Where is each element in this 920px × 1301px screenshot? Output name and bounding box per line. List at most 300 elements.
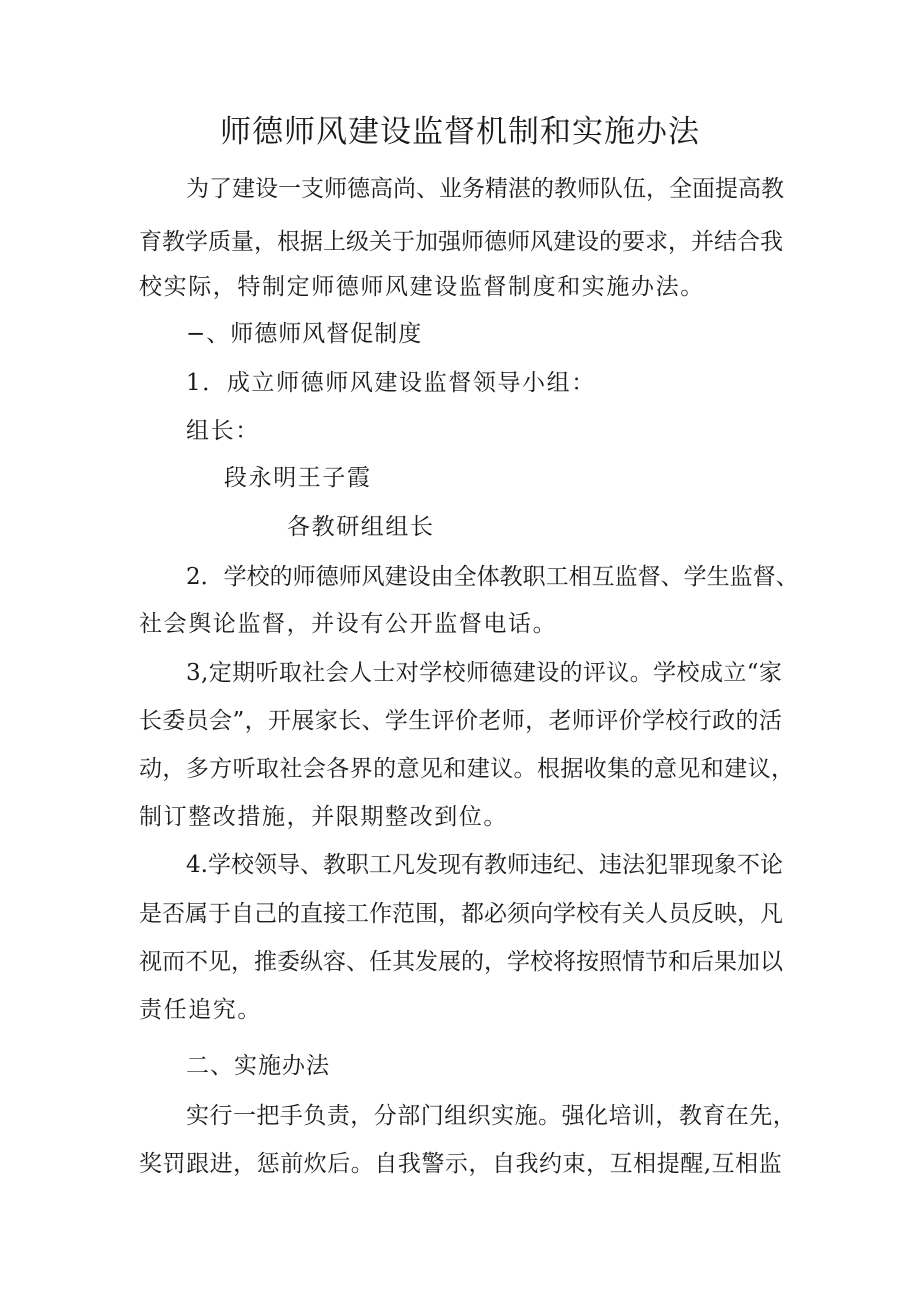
char: 成 xyxy=(699,660,723,686)
char: 社 xyxy=(279,756,303,782)
char: 校 xyxy=(676,660,700,686)
char: 务 xyxy=(462,176,485,202)
char: 学 xyxy=(419,660,443,686)
char: 现 xyxy=(690,852,714,878)
char: 违 xyxy=(598,852,622,878)
char: 设 xyxy=(407,564,431,590)
char: 结 xyxy=(714,229,737,255)
char: 校 xyxy=(665,708,689,734)
char: 质 xyxy=(208,229,231,255)
char: 家 xyxy=(758,660,782,686)
char: 学 xyxy=(507,949,530,975)
char: 建 xyxy=(512,660,536,686)
char: 校 xyxy=(576,901,599,927)
intro-line-2 xyxy=(139,227,782,257)
char: 师 xyxy=(292,564,316,590)
char: ， xyxy=(737,901,760,927)
char: 根 xyxy=(277,229,300,255)
char: 评 xyxy=(582,660,606,686)
char: 师 xyxy=(461,229,484,255)
section1-item4-line-3 xyxy=(139,947,782,977)
char: 强 xyxy=(438,229,461,255)
char: 强 xyxy=(561,1103,585,1129)
char: 论 xyxy=(759,852,783,878)
char: 纪 xyxy=(552,852,576,878)
leaders-names: 段永明王子霞 xyxy=(224,465,372,491)
char: 教 xyxy=(162,229,185,255)
char: 于 xyxy=(208,901,231,927)
char: 为 xyxy=(186,176,209,202)
char: 育 xyxy=(702,1103,726,1129)
section1-heading: −、师德师风督促制度 xyxy=(186,321,423,347)
char: 家 xyxy=(314,708,338,734)
char: ， xyxy=(525,708,549,734)
section1-item4-line-1 xyxy=(186,850,782,880)
char: 据 xyxy=(300,229,323,255)
char: 师 xyxy=(507,229,530,255)
char: 、 xyxy=(361,708,385,734)
char: 加 xyxy=(737,949,760,975)
section2-body-line-2 xyxy=(139,1149,782,1179)
char: 议 xyxy=(606,660,630,686)
char: 向 xyxy=(530,901,553,927)
char: 我 xyxy=(397,1151,421,1177)
char: 自 xyxy=(374,1151,398,1177)
char: 合 xyxy=(737,229,760,255)
char: 于 xyxy=(392,229,415,255)
char: 范 xyxy=(392,901,415,927)
char: 期 xyxy=(232,660,256,686)
char: 面 xyxy=(692,176,715,202)
char: 负 xyxy=(303,1103,327,1129)
char: 照 xyxy=(599,949,622,975)
char: 跟 xyxy=(186,1151,210,1177)
char: 视 xyxy=(139,949,162,975)
char: 。 xyxy=(350,1151,374,1177)
char: 师 xyxy=(324,176,347,202)
char: 相 xyxy=(568,564,592,590)
char: 建 xyxy=(553,229,576,255)
char: ， xyxy=(350,1103,374,1129)
char: 员 xyxy=(668,901,691,927)
char: 发 xyxy=(414,852,438,878)
char: “ xyxy=(746,660,759,686)
char: 设 xyxy=(536,660,560,686)
char: 意 xyxy=(653,756,677,782)
char: 监 xyxy=(758,1151,782,1177)
char: 领 xyxy=(253,852,277,878)
char: 价 xyxy=(618,708,642,734)
char: ， xyxy=(484,949,507,975)
char: ， xyxy=(646,176,669,202)
char: 接 xyxy=(323,901,346,927)
char: 意 xyxy=(396,756,420,782)
char: ， xyxy=(162,756,186,782)
char: 部 xyxy=(397,1103,421,1129)
char: 见 xyxy=(419,756,443,782)
char: 定 xyxy=(208,660,232,686)
char: 校 xyxy=(230,852,254,878)
char: 全 xyxy=(453,564,477,590)
char: 相 xyxy=(633,1151,657,1177)
char: 人 xyxy=(349,660,373,686)
char: 育 xyxy=(139,229,162,255)
char: 根 xyxy=(536,756,560,782)
char: 队 xyxy=(600,176,623,202)
char: 社 xyxy=(302,660,326,686)
char: 上 xyxy=(323,229,346,255)
char: 、 xyxy=(575,852,599,878)
char: 、 xyxy=(775,564,799,590)
char: 凡 xyxy=(760,901,783,927)
char: 教 xyxy=(322,852,346,878)
char: 工 xyxy=(545,564,569,590)
char: 犯 xyxy=(644,852,668,878)
char: ， xyxy=(668,229,691,255)
char: 学 xyxy=(185,229,208,255)
char: 政 xyxy=(712,708,736,734)
char: 业 xyxy=(439,176,462,202)
char: 并 xyxy=(691,229,714,255)
char: 精 xyxy=(485,176,508,202)
char: 围 xyxy=(415,901,438,927)
char: 责 xyxy=(326,1103,350,1129)
char: 束 xyxy=(562,1151,586,1177)
char: 的 xyxy=(277,901,300,927)
char: 建 xyxy=(232,176,255,202)
char: ， xyxy=(586,1151,610,1177)
section1-item3-line-3 xyxy=(139,754,794,784)
char: 有 xyxy=(460,852,484,878)
char: 各 xyxy=(326,756,350,782)
char: 职 xyxy=(345,852,369,878)
char: 价 xyxy=(455,708,479,734)
char: 后 xyxy=(691,949,714,975)
char: 其 xyxy=(392,949,415,975)
char: 尚 xyxy=(393,176,416,202)
char: 校 xyxy=(246,564,270,590)
char: 导 xyxy=(276,852,300,878)
char: 示 xyxy=(444,1151,468,1177)
intro-line-1 xyxy=(186,174,782,204)
char: 任 xyxy=(369,949,392,975)
document-title: 师德师风建设监督机制和实施办法 xyxy=(220,114,700,150)
char: 一 xyxy=(232,1103,256,1129)
char: , xyxy=(703,1151,712,1177)
char: 的 xyxy=(461,949,484,975)
char: 由 xyxy=(430,564,454,590)
char: 以 xyxy=(760,949,783,975)
char: 老 xyxy=(548,708,572,734)
char: 听 xyxy=(232,756,256,782)
members-text: 各教研组组长 xyxy=(287,514,435,540)
char: 风 xyxy=(361,564,385,590)
char: 纵 xyxy=(300,949,323,975)
char: 员 xyxy=(185,708,209,734)
char: 醒 xyxy=(680,1151,704,1177)
char: 自 xyxy=(491,1151,515,1177)
char: 量 xyxy=(231,229,254,255)
char: 门 xyxy=(420,1103,444,1129)
char: 立 xyxy=(723,660,747,686)
char: 炊 xyxy=(303,1151,327,1177)
char: . xyxy=(200,852,208,878)
char: 方 xyxy=(209,756,233,782)
char: 不 xyxy=(736,852,760,878)
char: 都 xyxy=(461,901,484,927)
char: 训 xyxy=(631,1103,655,1129)
char: 将 xyxy=(553,949,576,975)
char: 后 xyxy=(327,1151,351,1177)
char: 士 xyxy=(372,660,396,686)
char: 全 xyxy=(669,176,692,202)
char: 动 xyxy=(139,756,162,782)
char: 教 xyxy=(554,176,577,202)
section1-item2-line-2: 社会舆论监督，并设有公开监督电话。 xyxy=(139,611,558,637)
char: 己 xyxy=(254,901,277,927)
char: ． xyxy=(200,564,224,590)
char: 必 xyxy=(484,901,507,927)
char: 的 xyxy=(373,756,397,782)
char: 建 xyxy=(724,756,748,782)
char: 和 xyxy=(700,756,724,782)
char: 是 xyxy=(139,901,162,927)
char: 监 xyxy=(729,564,753,590)
char: 设 xyxy=(576,229,599,255)
char: 法 xyxy=(621,852,645,878)
char: 人 xyxy=(645,901,668,927)
char: 取 xyxy=(256,756,280,782)
char: 师 xyxy=(506,852,530,878)
char: 施 xyxy=(514,1103,538,1129)
char: 。 xyxy=(513,756,537,782)
char: 4 xyxy=(186,852,201,878)
char: 集 xyxy=(607,756,631,782)
char: 互 xyxy=(711,1151,735,1177)
section1-item2-line-1 xyxy=(186,562,799,592)
char: 果 xyxy=(714,949,737,975)
char: 奖 xyxy=(139,1151,162,1177)
char: 评 xyxy=(595,708,619,734)
char: 德 xyxy=(315,564,339,590)
char: 学 xyxy=(642,708,666,734)
char: 高 xyxy=(738,176,761,202)
section2-body-line-1 xyxy=(186,1101,796,1131)
char: 长 xyxy=(139,708,162,734)
char: 3 xyxy=(186,660,201,686)
section2-heading: 二、实施办法 xyxy=(186,1053,330,1079)
char: 学 xyxy=(223,564,247,590)
char: 手 xyxy=(279,1103,303,1129)
char: 节 xyxy=(645,949,668,975)
char: 直 xyxy=(300,901,323,927)
char: 。 xyxy=(629,660,653,686)
char: 而 xyxy=(162,949,185,975)
char: 情 xyxy=(622,949,645,975)
char: 培 xyxy=(608,1103,632,1129)
char: 督 xyxy=(637,564,661,590)
char: 。 xyxy=(538,1103,562,1129)
char: 我 xyxy=(760,229,783,255)
char: 互 xyxy=(591,564,615,590)
char: 支 xyxy=(301,176,324,202)
char: 容 xyxy=(323,949,346,975)
char: 据 xyxy=(560,756,584,782)
char: 会 xyxy=(209,708,233,734)
intro-line-3: 校实际，特制定师德师风建设监督制度和实施办法。 xyxy=(139,274,705,300)
char: 老 xyxy=(478,708,502,734)
char: ， xyxy=(772,1103,796,1129)
char: ， xyxy=(468,1151,492,1177)
char: 师 xyxy=(571,708,595,734)
char: 2 xyxy=(186,564,201,590)
leader-label: 组长： xyxy=(186,418,260,444)
char: 的 xyxy=(599,229,622,255)
char: 发 xyxy=(415,949,438,975)
char: 高 xyxy=(370,176,393,202)
char: 展 xyxy=(438,949,461,975)
char: 级 xyxy=(346,229,369,255)
char: ， xyxy=(254,229,277,255)
char: 互 xyxy=(609,1151,633,1177)
char: 织 xyxy=(467,1103,491,1129)
char: 师 xyxy=(577,176,600,202)
char: 现 xyxy=(437,852,461,878)
char: 委 xyxy=(162,708,186,734)
char: 求 xyxy=(645,229,668,255)
char: 教 xyxy=(678,1103,702,1129)
char: 映 xyxy=(714,901,737,927)
section1-item4-line-2 xyxy=(139,899,782,929)
char: 的 xyxy=(269,564,293,590)
char: 罚 xyxy=(162,1151,186,1177)
char: 按 xyxy=(576,949,599,975)
char: 行 xyxy=(209,1103,233,1129)
char: 和 xyxy=(668,949,691,975)
char: 相 xyxy=(735,1151,759,1177)
section1-item4-line-4: 责任追究。 xyxy=(139,997,262,1023)
char: 校 xyxy=(442,660,466,686)
char: 属 xyxy=(185,901,208,927)
char: 多 xyxy=(185,756,209,782)
char: 学 xyxy=(653,660,677,686)
char: ， xyxy=(655,1103,679,1129)
char: ， xyxy=(770,756,794,782)
char: 关 xyxy=(369,229,392,255)
section1-item3-line-1 xyxy=(186,658,782,688)
char: 和 xyxy=(443,756,467,782)
char: 生 xyxy=(706,564,730,590)
char: 校 xyxy=(530,949,553,975)
char: 组 xyxy=(444,1103,468,1129)
char: 违 xyxy=(529,852,553,878)
char: 学 xyxy=(553,901,576,927)
char: ， xyxy=(233,1151,257,1177)
char: 一 xyxy=(278,176,301,202)
char: 界 xyxy=(349,756,373,782)
char: 取 xyxy=(278,660,302,686)
char: 、 xyxy=(660,564,684,590)
char: 师 xyxy=(501,708,525,734)
char: 德 xyxy=(489,660,513,686)
char: 活 xyxy=(758,708,782,734)
char: 建 xyxy=(466,756,490,782)
char: 设 xyxy=(255,176,278,202)
char: 的 xyxy=(630,756,654,782)
char: 师 xyxy=(338,564,362,590)
char: , xyxy=(201,660,209,686)
char: 伍 xyxy=(623,176,646,202)
char: 提 xyxy=(656,1151,680,1177)
char: 议 xyxy=(490,756,514,782)
char: 不 xyxy=(185,949,208,975)
char: 须 xyxy=(507,901,530,927)
char: 提 xyxy=(715,176,738,202)
char: 工 xyxy=(346,901,369,927)
char: 教 xyxy=(483,852,507,878)
char: ” xyxy=(232,708,245,734)
char: 教 xyxy=(499,564,523,590)
char: 、 xyxy=(346,949,369,975)
char: 惩 xyxy=(256,1151,280,1177)
char: 见 xyxy=(677,756,701,782)
char: 监 xyxy=(614,564,638,590)
char: 学 xyxy=(384,708,408,734)
char: 师 xyxy=(466,660,490,686)
char: 警 xyxy=(421,1151,445,1177)
char: 约 xyxy=(539,1151,563,1177)
char: 实 xyxy=(186,1103,209,1129)
char: 象 xyxy=(713,852,737,878)
char: 长 xyxy=(338,708,362,734)
char: 的 xyxy=(735,708,759,734)
char: 否 xyxy=(162,901,185,927)
char: 了 xyxy=(209,176,232,202)
char: 反 xyxy=(691,901,714,927)
section1-item3-line-2 xyxy=(139,706,782,736)
char: 督 xyxy=(752,564,776,590)
char: 化 xyxy=(584,1103,608,1129)
char: 工 xyxy=(368,852,392,878)
char: 会 xyxy=(302,756,326,782)
char: 、 xyxy=(299,852,323,878)
char: 议 xyxy=(747,756,771,782)
char: 收 xyxy=(583,756,607,782)
char: 加 xyxy=(415,229,438,255)
char: 生 xyxy=(408,708,432,734)
char: 见 xyxy=(208,949,231,975)
char: 、 xyxy=(416,176,439,202)
char: 开 xyxy=(268,708,292,734)
char: 教 xyxy=(761,176,784,202)
char: 听 xyxy=(255,660,279,686)
section1-item1: 1．成立师德师风建设监督领导小组： xyxy=(186,370,596,396)
char: 建 xyxy=(384,564,408,590)
char: 先 xyxy=(749,1103,773,1129)
char: 学 xyxy=(683,564,707,590)
char: 实 xyxy=(491,1103,515,1129)
char: 推 xyxy=(254,949,277,975)
char: ， xyxy=(244,708,268,734)
char: 会 xyxy=(325,660,349,686)
char: 我 xyxy=(515,1151,539,1177)
char: 的 xyxy=(531,176,554,202)
char: ， xyxy=(231,949,254,975)
char: 把 xyxy=(256,1103,280,1129)
char: 对 xyxy=(395,660,419,686)
char: 德 xyxy=(347,176,370,202)
char: 湛 xyxy=(508,176,531,202)
